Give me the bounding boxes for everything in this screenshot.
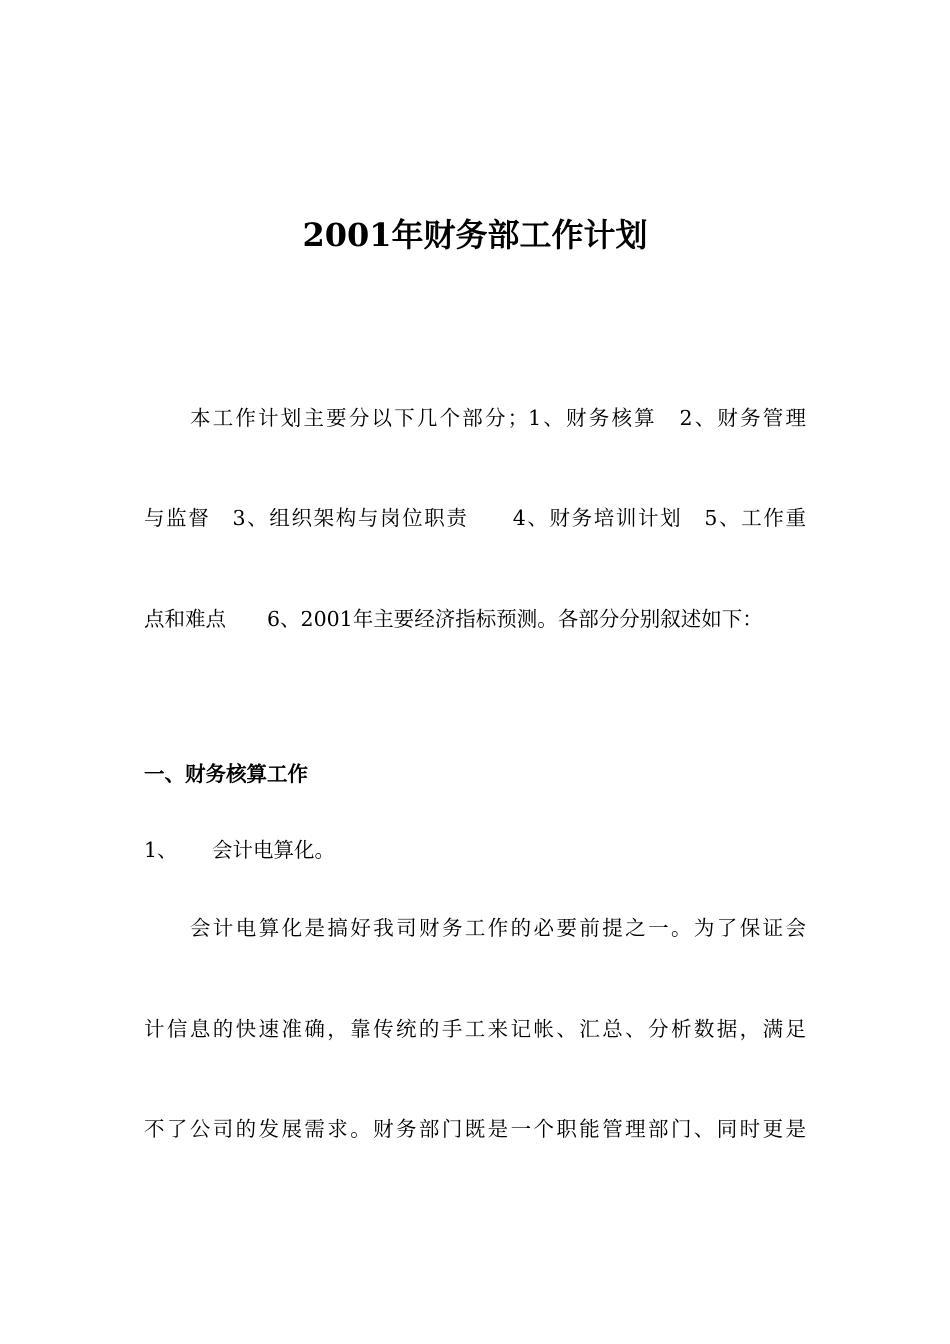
body-line-2: 计信息的快速准确，靠传统的手工来记帐、汇总、分析数据，满足 <box>144 1017 806 1041</box>
item-title: 会计电算化。 <box>212 838 335 862</box>
item-number: 1、 <box>144 838 178 862</box>
document-title: 2001年财务部工作计划 <box>302 216 648 254</box>
body-line-1: 会计电算化是搞好我司财务工作的必要前提之一。为了保证会 <box>190 916 806 940</box>
list-item <box>144 830 806 870</box>
body-line-3: 不了公司的发展需求。财务部门既是一个职能管理部门、同时更是 <box>144 1117 806 1141</box>
intro-line-3: 点和难点 6、2001年主要经济指标预测。各部分分别叙述如下： <box>144 607 763 631</box>
intro-line-1: 本工作计划主要分以下几个部分；1、财务核算 2、财务管理 <box>190 406 806 430</box>
intro-line-2: 与监督 3、组织架构与岗位职责 4、财务培训计划 5、工作重 <box>144 506 806 530</box>
section-heading: 一、财务核算工作 <box>144 762 308 786</box>
